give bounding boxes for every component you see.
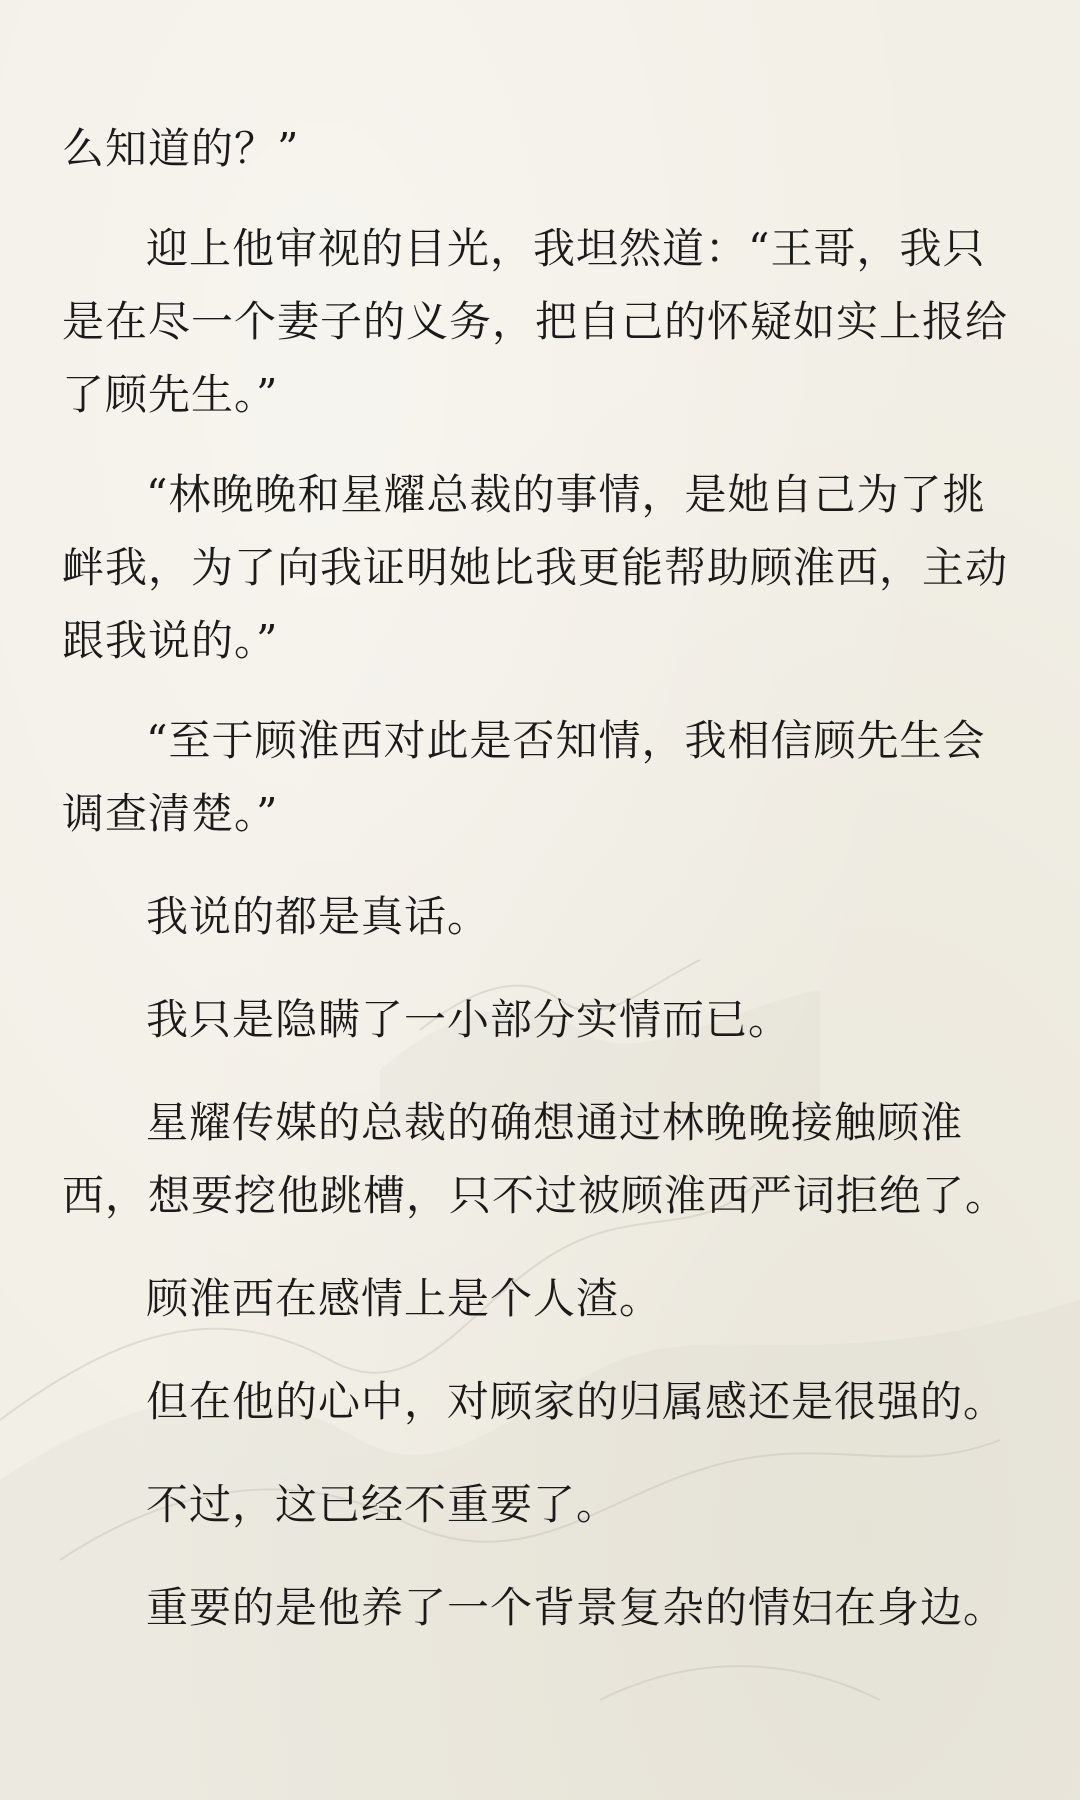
paragraph-11: 重要的是他养了一个背景复杂的情妇在身边。 (146, 1583, 1007, 1632)
paragraph-2: 迎上他审视的目光，我坦然道：“王哥，我只是在尽一个妻子的义务，把自己的怀疑如实上报给了顾先生。” (62, 224, 1009, 419)
paragraph-5: 我说的都是真话。 (146, 892, 491, 941)
paragraph-4: “至于顾淮西对此是否知情，我相信顾先生会调查清楚。” (62, 716, 986, 838)
paragraph-1: 么知道的？” (62, 124, 300, 173)
paragraph-3: “林晚晚和星耀总裁的事情，是她自己为了挑衅我，为了向我证明她比我更能帮助顾淮西，主动跟我说的。” (62, 470, 1009, 665)
paragraph-8: 顾淮西在感情上是个人渣。 (146, 1274, 663, 1323)
paragraph-10: 不过，这已经不重要了。 (146, 1480, 620, 1529)
paragraph-9: 但在他的心中，对顾家的归属感还是很强的。 (146, 1377, 1007, 1426)
article-body (62, 112, 1022, 1644)
paragraph-7: 星耀传媒的总裁的确想通过林晚晚接触顾淮西，想要挖他跳槽，只不过被顾淮西严词拒绝了。 (62, 1098, 1009, 1220)
paragraph-6: 我只是隐瞒了一小部分实情而已。 (146, 995, 792, 1044)
